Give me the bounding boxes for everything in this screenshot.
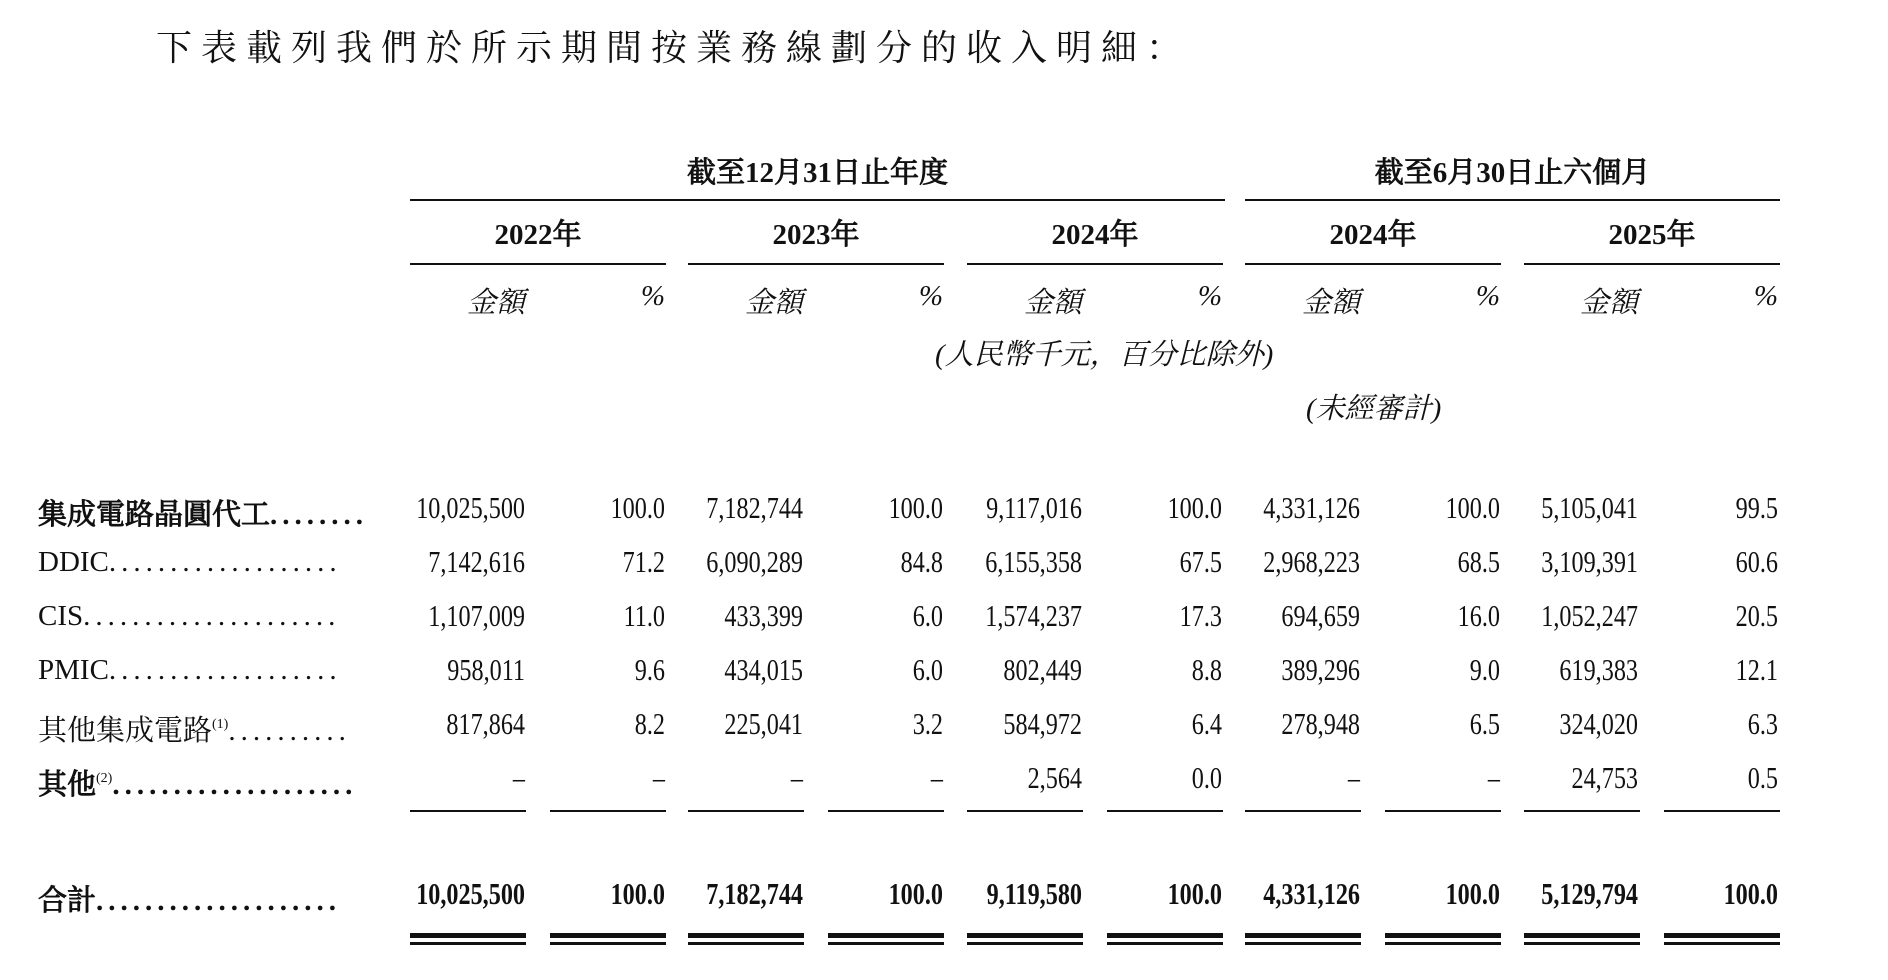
row-label-text: PMIC <box>38 654 109 686</box>
percent-cell: 3.2 <box>912 706 943 741</box>
amount-cell: 225,041 <box>724 706 803 741</box>
percent-cell: 6.3 <box>1747 706 1778 741</box>
percent-cell: 100.0 <box>1445 876 1500 911</box>
leader-dots: ................... <box>108 546 342 578</box>
row-label <box>38 546 342 579</box>
subtotal-rule <box>967 810 1083 812</box>
percent-cell: 100.0 <box>888 876 943 911</box>
leader-dots: .................... <box>112 769 358 801</box>
total-double-rule <box>967 933 1083 945</box>
year-header: 2025年 <box>1608 219 1696 251</box>
percent-cell: 17.3 <box>1179 598 1222 633</box>
percent-cell: 68.5 <box>1457 544 1500 579</box>
subtotal-rule <box>828 810 944 812</box>
amount-cell: – <box>790 760 803 795</box>
total-double-rule <box>1664 933 1780 945</box>
group-rule-interim <box>1245 199 1780 201</box>
amount-cell: – <box>512 760 525 795</box>
group-header-interim: 截至6月30日止六個月 <box>1374 157 1651 189</box>
currency-note: (人民幣千元，百分比除外) <box>935 339 1274 371</box>
percent-cell: 9.6 <box>634 652 665 687</box>
subtotal-rule <box>1245 810 1361 812</box>
row-label <box>38 708 351 749</box>
percent-cell: 71.2 <box>622 544 665 579</box>
amount-cell: 817,864 <box>446 706 525 741</box>
percent-cell: 11.0 <box>623 598 665 633</box>
amount-cell: 1,574,237 <box>985 598 1082 633</box>
year-rule <box>688 263 944 265</box>
amount-cell: 9,119,580 <box>986 876 1082 911</box>
column-header-pct: % <box>918 280 943 312</box>
subtotal-rule <box>1664 810 1780 812</box>
percent-cell: 84.8 <box>900 544 943 579</box>
row-label-text: CIS <box>38 600 84 632</box>
amount-cell: 7,142,616 <box>428 544 525 579</box>
total-double-rule <box>688 933 804 945</box>
row-label-text: 合計 <box>38 885 97 917</box>
footnote-marker: (2) <box>96 771 113 786</box>
amount-cell: 3,109,391 <box>1541 544 1638 579</box>
percent-cell: – <box>930 760 943 795</box>
year-rule <box>1524 263 1780 265</box>
subtotal-rule <box>688 810 804 812</box>
amount-cell: 389,296 <box>1281 652 1360 687</box>
percent-cell: 100.0 <box>1167 876 1222 911</box>
percent-cell: 6.5 <box>1469 706 1500 741</box>
row-label <box>38 600 340 633</box>
row-label-text: DDIC <box>38 546 109 578</box>
row-label <box>38 654 342 687</box>
percent-cell: 100.0 <box>610 876 665 911</box>
subtotal-rule <box>1385 810 1501 812</box>
total-double-rule <box>1385 933 1501 945</box>
percent-cell: 20.5 <box>1735 598 1778 633</box>
amount-cell: 4,331,126 <box>1263 876 1360 911</box>
percent-cell: 0.5 <box>1747 760 1778 795</box>
leader-dots: ........ <box>270 499 369 531</box>
amount-cell: 619,383 <box>1559 652 1638 687</box>
row-label <box>38 762 357 803</box>
percent-cell: 100.0 <box>1167 490 1222 525</box>
column-header-amount: 金額 <box>1301 287 1360 319</box>
percent-cell: 12.1 <box>1735 652 1778 687</box>
column-header-pct: % <box>1475 280 1500 312</box>
percent-cell: 8.8 <box>1191 652 1222 687</box>
percent-cell: 9.0 <box>1469 652 1500 687</box>
total-double-rule <box>1107 933 1223 945</box>
subtotal-rule <box>1107 810 1223 812</box>
row-label <box>38 878 341 919</box>
footnote-marker: (1) <box>212 717 229 732</box>
amount-cell: 324,020 <box>1559 706 1638 741</box>
leader-dots: .................... <box>96 885 342 917</box>
row-label-text: 其他 <box>38 769 97 801</box>
year-rule <box>1245 263 1501 265</box>
year-header: 2022年 <box>494 219 582 251</box>
amount-cell: 9,117,016 <box>986 490 1082 525</box>
amount-cell: 6,090,289 <box>706 544 803 579</box>
column-header-pct: % <box>1197 280 1222 312</box>
subtotal-rule <box>410 810 526 812</box>
row-label-text: 其他集成電路 <box>38 715 213 747</box>
column-header-pct: % <box>640 280 665 312</box>
percent-cell: 6.0 <box>912 652 943 687</box>
year-header: 2024年 <box>1329 219 1417 251</box>
percent-cell: – <box>1487 760 1500 795</box>
amount-cell: 5,105,041 <box>1541 490 1638 525</box>
total-double-rule <box>1245 933 1361 945</box>
amount-cell: 7,182,744 <box>706 876 803 911</box>
amount-cell: 694,659 <box>1281 598 1360 633</box>
amount-cell: 4,331,126 <box>1263 490 1360 525</box>
percent-cell: 8.2 <box>634 706 665 741</box>
percent-cell: 100.0 <box>1445 490 1500 525</box>
amount-cell: 10,025,500 <box>416 876 525 911</box>
percent-cell: 6.4 <box>1191 706 1222 741</box>
percent-cell: 60.6 <box>1735 544 1778 579</box>
column-header-amount: 金額 <box>466 287 525 319</box>
leader-dots: ..................... <box>83 600 341 632</box>
percent-cell: 100.0 <box>1723 876 1778 911</box>
total-double-rule <box>550 933 666 945</box>
group-rule-annual <box>410 199 1225 201</box>
year-rule <box>967 263 1223 265</box>
percent-cell: 67.5 <box>1179 544 1222 579</box>
amount-cell: 24,753 <box>1571 760 1638 795</box>
total-double-rule <box>410 933 526 945</box>
total-double-rule <box>828 933 944 945</box>
year-rule <box>410 263 666 265</box>
amount-cell: 958,011 <box>447 652 525 687</box>
amount-cell: 6,155,358 <box>985 544 1082 579</box>
amount-cell: 434,015 <box>724 652 803 687</box>
unaudited-note: (未經審計) <box>1306 393 1442 425</box>
percent-cell: 100.0 <box>888 490 943 525</box>
amount-cell: 10,025,500 <box>416 490 525 525</box>
amount-cell: 2,968,223 <box>1263 544 1360 579</box>
row-label <box>38 492 368 533</box>
amount-cell: 802,449 <box>1003 652 1082 687</box>
percent-cell: 0.0 <box>1191 760 1222 795</box>
column-header-amount: 金額 <box>744 287 803 319</box>
percent-cell: – <box>652 760 665 795</box>
amount-cell: 1,052,247 <box>1541 598 1638 633</box>
amount-cell: 278,948 <box>1281 706 1360 741</box>
column-header-amount: 金額 <box>1579 287 1638 319</box>
intro-text: 下表載列我們於所示期間按業務線劃分的收入明細： <box>156 28 1192 68</box>
column-header-pct: % <box>1753 280 1778 312</box>
amount-cell: 584,972 <box>1003 706 1082 741</box>
subtotal-rule <box>1524 810 1640 812</box>
percent-cell: 100.0 <box>610 490 665 525</box>
amount-cell: 5,129,794 <box>1541 876 1638 911</box>
amount-cell: – <box>1347 760 1360 795</box>
amount-cell: 7,182,744 <box>706 490 803 525</box>
year-header: 2024年 <box>1051 219 1139 251</box>
percent-cell: 99.5 <box>1735 490 1778 525</box>
amount-cell: 2,564 <box>1027 760 1082 795</box>
amount-cell: 433,399 <box>724 598 803 633</box>
leader-dots: ................... <box>108 654 342 686</box>
total-double-rule <box>1524 933 1640 945</box>
row-label-text: 集成電路晶圓代工 <box>38 499 271 531</box>
percent-cell: 16.0 <box>1457 598 1500 633</box>
leader-dots: .......... <box>228 715 351 747</box>
percent-cell: 6.0 <box>912 598 943 633</box>
year-header: 2023年 <box>772 219 860 251</box>
group-header-annual: 截至12月31日止年度 <box>686 157 948 189</box>
amount-cell: 1,107,009 <box>428 598 525 633</box>
subtotal-rule <box>550 810 666 812</box>
column-header-amount: 金額 <box>1023 287 1082 319</box>
